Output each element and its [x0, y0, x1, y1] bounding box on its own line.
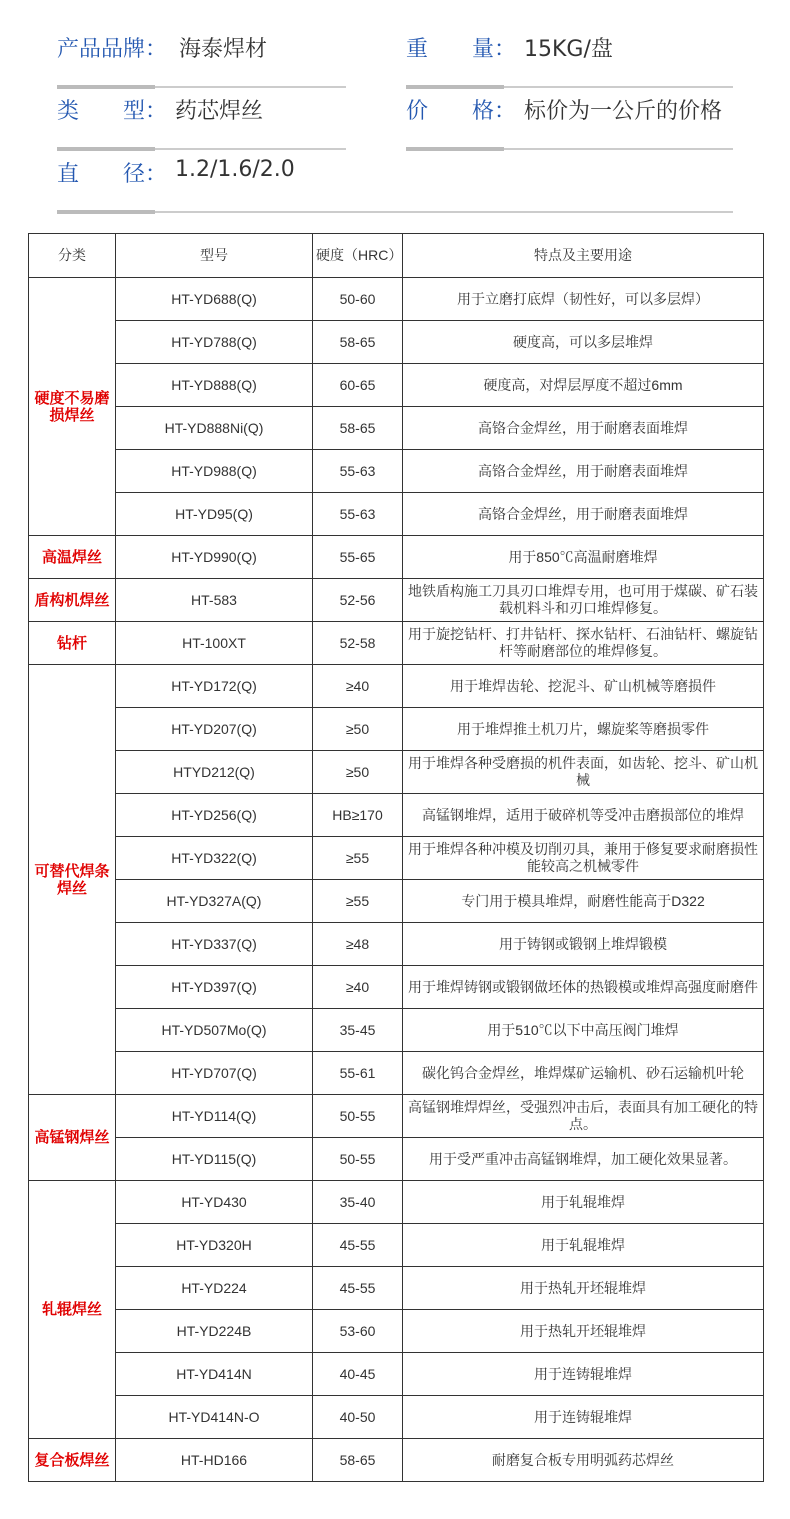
model-cell: HT-YD414N [116, 1353, 313, 1396]
hardness-cell: 40-50 [313, 1396, 403, 1439]
table-row [29, 794, 764, 837]
table-row [29, 407, 764, 450]
model-cell: HT-YD788(Q) [116, 321, 313, 364]
category-cell: 钻杆 [29, 622, 116, 665]
table-row [29, 1224, 764, 1267]
category-cell: 可替代焊条焊丝 [29, 665, 116, 1095]
hardness-cell: ≥55 [313, 880, 403, 923]
spec-weight [406, 22, 733, 88]
usage-cell: 用于立磨打底焊（韧性好，可以多层焊） [403, 278, 764, 321]
table-row [29, 536, 764, 579]
model-cell: HT-YD688(Q) [116, 278, 313, 321]
usage-cell: 用于轧辊堆焊 [403, 1181, 764, 1224]
usage-cell: 用于受严重冲击高锰钢堆焊，加工硬化效果显著。 [403, 1138, 764, 1181]
model-cell: HT-YD507Mo(Q) [116, 1009, 313, 1052]
model-cell: HT-YD224 [116, 1267, 313, 1310]
model-cell: HT-YD207(Q) [116, 708, 313, 751]
header-hardness: 硬度（HRC） [313, 234, 403, 278]
hardness-cell: ≥50 [313, 751, 403, 794]
usage-cell: 用于510℃以下中高压阀门堆焊 [403, 1009, 764, 1052]
table-row [29, 579, 764, 622]
usage-cell: 高铬合金焊丝，用于耐磨表面堆焊 [403, 493, 764, 536]
hardness-cell: 53-60 [313, 1310, 403, 1353]
product-table [28, 233, 764, 1482]
model-cell: HT-HD166 [116, 1439, 313, 1482]
category-cell: 复合板焊丝 [29, 1439, 116, 1482]
category-cell: 盾构机焊丝 [29, 579, 116, 622]
usage-cell: 用于850℃高温耐磨堆焊 [403, 536, 764, 579]
usage-cell: 耐磨复合板专用明弧药芯焊丝 [403, 1439, 764, 1482]
hardness-cell: 58-65 [313, 1439, 403, 1482]
table-row [29, 1267, 764, 1310]
model-cell: HT-YD327A(Q) [116, 880, 313, 923]
usage-cell: 高锰钢堆焊，适用于破碎机等受冲击磨损部位的堆焊 [403, 794, 764, 837]
hardness-cell: 45-55 [313, 1267, 403, 1310]
model-cell: HT-YD337(Q) [116, 923, 313, 966]
table-row [29, 493, 764, 536]
hardness-cell: 50-55 [313, 1095, 403, 1138]
table-row [29, 1138, 764, 1181]
usage-cell: 用于堆焊推土机刀片，螺旋桨等磨损零件 [403, 708, 764, 751]
table-row [29, 751, 764, 794]
category-cell: 硬度不易磨损焊丝 [29, 278, 116, 536]
usage-cell: 高锰钢堆焊焊丝，受强烈冲击后，表面具有加工硬化的特点。 [403, 1095, 764, 1138]
table-row [29, 1310, 764, 1353]
model-cell: HT-YD990(Q) [116, 536, 313, 579]
hardness-cell: HB≥170 [313, 794, 403, 837]
hardness-cell: 35-45 [313, 1009, 403, 1052]
table-row [29, 665, 764, 708]
divider [57, 211, 733, 213]
hardness-cell: 55-65 [313, 536, 403, 579]
model-cell: HT-YD320H [116, 1224, 313, 1267]
usage-cell: 用于连铸辊堆焊 [403, 1353, 764, 1396]
hardness-cell: 50-60 [313, 278, 403, 321]
table-row [29, 278, 764, 321]
usage-cell: 用于热轧开坯辊堆焊 [403, 1310, 764, 1353]
usage-cell: 用于连铸辊堆焊 [403, 1396, 764, 1439]
table-row [29, 1396, 764, 1439]
header-category: 分类 [29, 234, 116, 278]
model-cell: HT-YD172(Q) [116, 665, 313, 708]
hardness-cell: 58-65 [313, 407, 403, 450]
hardness-cell: 35-40 [313, 1181, 403, 1224]
hardness-cell: 55-63 [313, 493, 403, 536]
spec-value: 15KG/盘 [524, 37, 613, 62]
model-cell: HT-YD224B [116, 1310, 313, 1353]
model-cell: HT-YD114(Q) [116, 1095, 313, 1138]
table-row [29, 321, 764, 364]
model-cell: HT-YD888(Q) [116, 364, 313, 407]
hardness-cell: 60-65 [313, 364, 403, 407]
usage-cell: 硬度高，对焊层厚度不超过6mm [403, 364, 764, 407]
table-row [29, 1181, 764, 1224]
spec-label: 类 型： [57, 99, 168, 124]
spec-label: 产品品牌： [57, 37, 168, 62]
usage-cell: 用于热轧开坯辊堆焊 [403, 1267, 764, 1310]
hardness-cell: 58-65 [313, 321, 403, 364]
hardness-cell: 52-58 [313, 622, 403, 665]
category-cell: 高锰钢焊丝 [29, 1095, 116, 1181]
table-row [29, 708, 764, 751]
spec-value: 标价为一公斤的价格 [524, 99, 723, 124]
hardness-cell: 40-45 [313, 1353, 403, 1396]
usage-cell: 碳化钨合金焊丝，堆焊煤矿运输机、砂石运输机叶轮 [403, 1052, 764, 1095]
spec-value: 1.2/1.6/2.0 [175, 157, 295, 182]
model-cell: HT-YD888Ni(Q) [116, 407, 313, 450]
model-cell: HT-YD414N-O [116, 1396, 313, 1439]
usage-cell: 用于堆焊铸钢或锻钢做坯体的热锻模或堆焊高强度耐磨件 [403, 966, 764, 1009]
hardness-cell: ≥40 [313, 665, 403, 708]
model-cell: HT-YD430 [116, 1181, 313, 1224]
hardness-cell: 50-55 [313, 1138, 403, 1181]
usage-cell: 用于铸钢或锻钢上堆焊锻模 [403, 923, 764, 966]
table-row [29, 923, 764, 966]
hardness-cell: 55-61 [313, 1052, 403, 1095]
divider-accent [57, 210, 155, 214]
spec-value: 海泰焊材 [179, 37, 268, 62]
table-row [29, 1439, 764, 1482]
spec-label: 直 径： [57, 162, 168, 187]
hardness-cell: 55-63 [313, 450, 403, 493]
hardness-cell: ≥55 [313, 837, 403, 880]
spec-label: 重 量： [406, 37, 517, 62]
hardness-cell: ≥48 [313, 923, 403, 966]
spec-label: 价 格： [406, 99, 517, 124]
hardness-cell: 52-56 [313, 579, 403, 622]
spec-price [406, 84, 733, 150]
usage-cell: 用于旋挖钻杆、打井钻杆、探水钻杆、石油钻杆、螺旋钻杆等耐磨部位的堆焊修复。 [403, 622, 764, 665]
table-row [29, 1095, 764, 1138]
table-row [29, 966, 764, 1009]
usage-cell: 用于堆焊各种受磨损的机件表面，如齿轮、挖斗、矿山机械 [403, 751, 764, 794]
table-row [29, 1009, 764, 1052]
table-header [29, 234, 764, 278]
spec-type [57, 84, 346, 150]
model-cell: HT-YD95(Q) [116, 493, 313, 536]
table-row [29, 1353, 764, 1396]
header-usage: 特点及主要用途 [403, 234, 764, 278]
usage-cell: 用于轧辊堆焊 [403, 1224, 764, 1267]
model-cell: HT-YD322(Q) [116, 837, 313, 880]
model-cell: HTYD212(Q) [116, 751, 313, 794]
usage-cell: 地铁盾构施工刀具刃口堆焊专用，也可用于煤碳、矿石装载机料斗和刃口堆焊修复。 [403, 579, 764, 622]
model-cell: HT-100XT [116, 622, 313, 665]
hardness-cell: ≥40 [313, 966, 403, 1009]
header-model: 型号 [116, 234, 313, 278]
category-cell: 轧辊焊丝 [29, 1181, 116, 1439]
usage-cell: 高铬合金焊丝，用于耐磨表面堆焊 [403, 450, 764, 493]
table-row [29, 364, 764, 407]
table-row [29, 622, 764, 665]
usage-cell: 硬度高，可以多层堆焊 [403, 321, 764, 364]
table-row [29, 1052, 764, 1095]
model-cell: HT-YD988(Q) [116, 450, 313, 493]
model-cell: HT-583 [116, 579, 313, 622]
usage-cell: 高铬合金焊丝，用于耐磨表面堆焊 [403, 407, 764, 450]
usage-cell: 专门用于模具堆焊，耐磨性能高于D322 [403, 880, 764, 923]
table-row [29, 450, 764, 493]
hardness-cell: 45-55 [313, 1224, 403, 1267]
model-cell: HT-YD256(Q) [116, 794, 313, 837]
model-cell: HT-YD397(Q) [116, 966, 313, 1009]
hardness-cell: ≥50 [313, 708, 403, 751]
usage-cell: 用于堆焊齿轮、挖泥斗、矿山机械等磨损件 [403, 665, 764, 708]
spec-diameter [57, 147, 733, 213]
spec-brand [57, 22, 346, 88]
table-row [29, 837, 764, 880]
table-row [29, 880, 764, 923]
model-cell: HT-YD707(Q) [116, 1052, 313, 1095]
model-cell: HT-YD115(Q) [116, 1138, 313, 1181]
usage-cell: 用于堆焊各种冲模及切削刃具，兼用于修复要求耐磨损性能较高之机械零件 [403, 837, 764, 880]
spec-value: 药芯焊丝 [175, 99, 264, 124]
category-cell: 高温焊丝 [29, 536, 116, 579]
